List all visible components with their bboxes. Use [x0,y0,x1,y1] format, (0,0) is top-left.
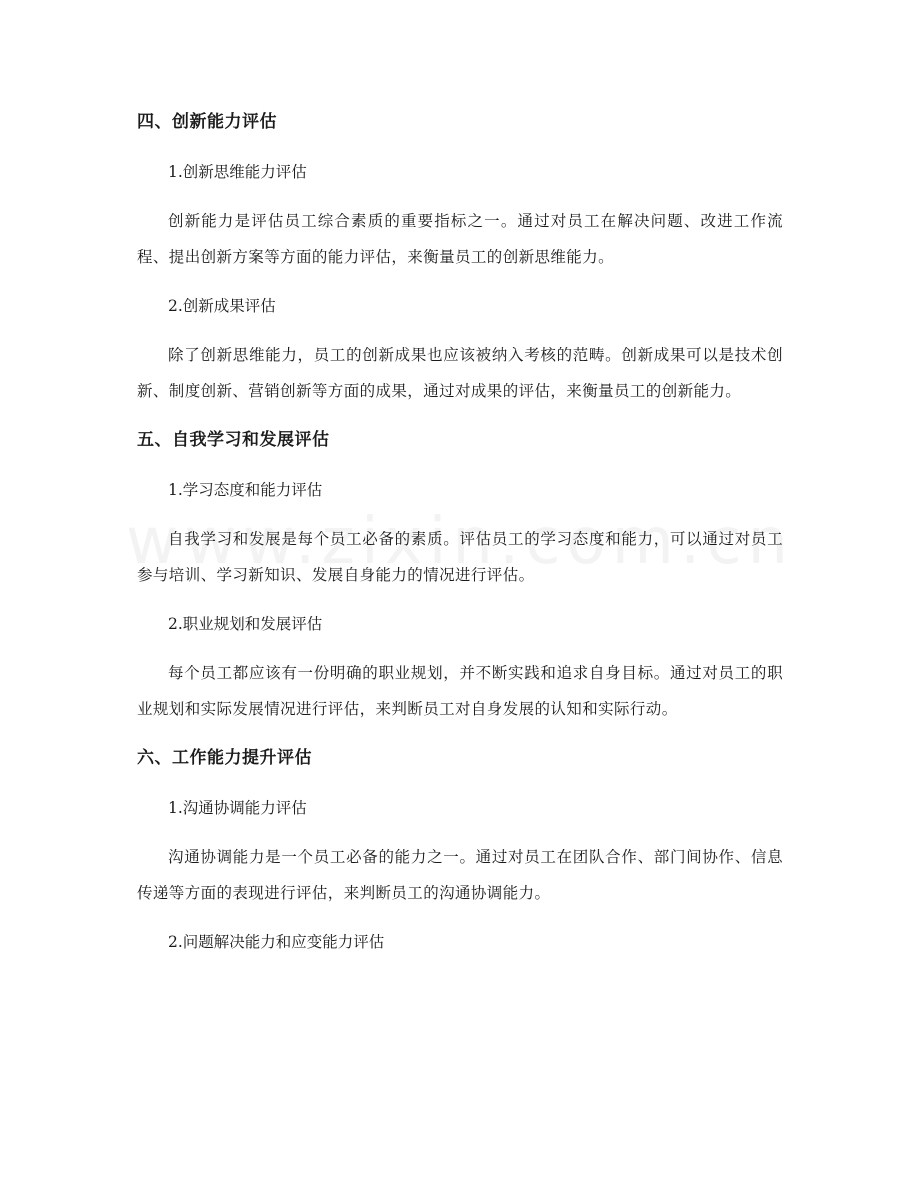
paragraph: 沟通协调能力是一个员工必备的能力之一。通过对员工在团队合作、部门间协作、信息传递等方面的表现进行评估，来判断员工的沟通协调能力。 [137,848,783,902]
section-work-ability [137,740,783,960]
section-heading: 六、工作能力提升评估 [137,748,312,768]
section-heading: 四、创新能力评估 [137,112,277,132]
sub-heading: 1.创新思维能力评估 [168,163,307,181]
section-heading: 五、自我学习和发展评估 [137,430,330,450]
paragraph: 除了创新思维能力，员工的创新成果也应该被纳入考核的范畴。创新成果可以是技术创新、制度创新、营销创新等方面的成果，通过对成果的评估，来衡量员工的创新能力。 [137,346,783,400]
document-body [137,104,783,973]
section-innovation [137,104,783,409]
sub-heading: 2.问题解决能力和应变能力评估 [168,933,385,951]
paragraph: 自我学习和发展是每个员工必备的素质。评估员工的学习态度和能力，可以通过对员工参与培训、学习新知识、发展自身能力的情况进行评估。 [137,530,783,584]
sub-heading: 2.创新成果评估 [168,297,276,315]
sub-heading: 2.职业规划和发展评估 [168,615,323,633]
section-self-learning [137,422,783,727]
paragraph: 每个员工都应该有一份明确的职业规划，并不断实践和追求自身目标。通过对员工的职业规划和实际发展情况进行评估，来判断员工对自身发展的认知和实际行动。 [137,664,783,718]
sub-heading: 1.学习态度和能力评估 [168,481,323,499]
paragraph: 创新能力是评估员工综合素质的重要指标之一。通过对员工在解决问题、改进工作流程、提出创新方案等方面的能力评估，来衡量员工的创新思维能力。 [137,212,783,266]
sub-heading: 1.沟通协调能力评估 [168,799,307,817]
